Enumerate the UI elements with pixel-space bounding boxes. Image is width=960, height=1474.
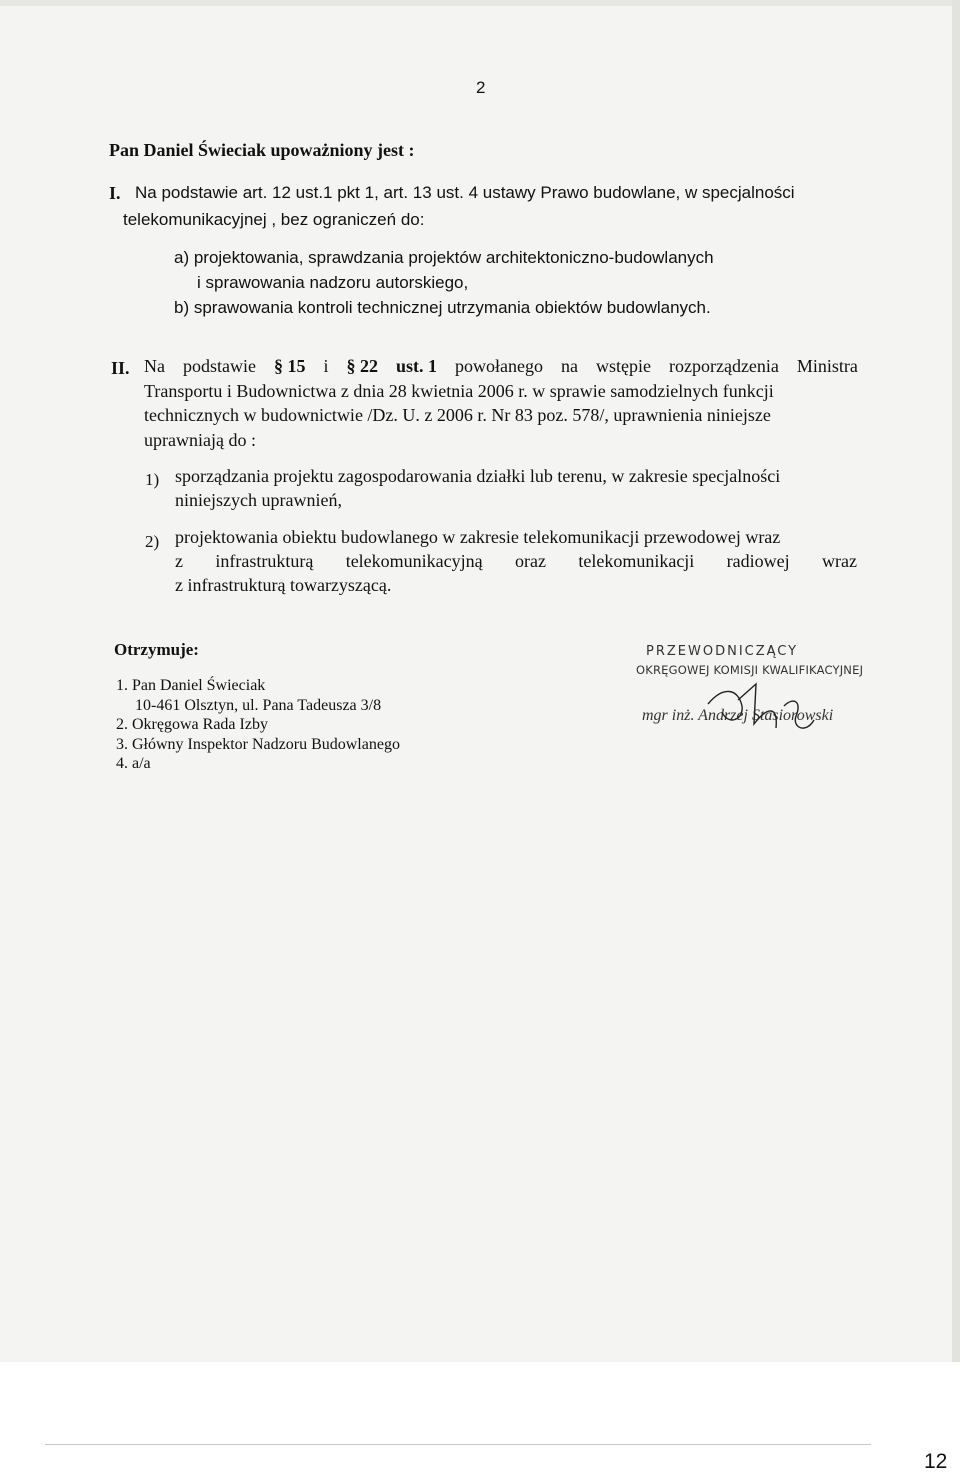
word: rozporządzenia	[668, 356, 779, 376]
word: oraz	[515, 551, 546, 571]
section-2-line-2: Transportu i Budownictwa z dnia 28 kwietnia 2006 r. w sprawie samodzielnych funkcji	[144, 381, 774, 401]
recipient-1-address: 10-461 Olsztyn, ul. Pana Tadeusza 3/8	[135, 697, 382, 714]
section-2-line-1	[144, 356, 858, 377]
section-2-item-1-line-2: niniejszych uprawnień,	[175, 490, 342, 510]
section-2-item-2-number: 2)	[145, 532, 160, 551]
document-heading: Pan Daniel Świeciak upoważniony jest :	[109, 140, 415, 160]
word: z	[175, 551, 183, 571]
stamp-subtitle: OKRĘGOWEJ KOMISJI KWALIFIKACYJNEJ	[636, 663, 864, 677]
word: telekomunikacji	[578, 551, 695, 571]
section-1-item-a-line-2: i sprawowania nadzoru autorskiego,	[197, 273, 469, 292]
section-2-item-1-line-1: sporządzania projektu zagospodarowania działki lub terenu, w zakresie specjalności	[175, 466, 781, 486]
section-2-item-2-line-3: z infrastrukturą towarzyszącą.	[175, 575, 392, 595]
recipient-1: 1. Pan Daniel Świeciak	[116, 677, 266, 694]
word: § 15	[273, 356, 306, 376]
word: Ministra	[796, 356, 858, 376]
section-1-numeral: I.	[109, 183, 121, 203]
word: powołanego	[455, 356, 543, 376]
section-2-line-3: technicznych w budownictwie /Dz. U. z 2006 r. Nr 83 poz. 578/, uprawnienia niniejsze	[144, 405, 771, 425]
section-2-item-2-line-2	[175, 551, 857, 572]
word: radiowej	[726, 551, 790, 571]
page-number-top: 2	[476, 78, 486, 97]
footer-page-number: 12	[924, 1450, 948, 1473]
word: i	[323, 356, 329, 376]
recipient-2: 2. Okręgowa Rada Izby	[116, 716, 268, 733]
footer-divider	[45, 1444, 871, 1445]
section-1-line-2: telekomunikacyjnej , bez ograniczeń do:	[123, 210, 425, 229]
word: Na	[144, 356, 165, 376]
word: wstępie	[596, 356, 651, 376]
stamp-title: PRZEWODNICZĄCY	[646, 644, 799, 659]
word: na	[561, 356, 578, 376]
word: telekomunikacyjną	[345, 551, 483, 571]
section-1-line-1: Na podstawie art. 12 ust.1 pkt 1, art. 13 ust. 4 ustawy Prawo budowlane, w specjalności	[135, 183, 795, 202]
recipients-title: Otrzymuje:	[114, 640, 199, 659]
recipient-4: 4. a/a	[116, 755, 151, 772]
section-2-item-2-line-1: projektowania obiektu budowlanego w zakresie telekomunikacji przewodowej wraz	[175, 527, 781, 547]
word: infrastrukturą	[215, 551, 314, 571]
scan-edge-right	[952, 0, 960, 1362]
word: § 22	[346, 356, 378, 376]
stamp-name: mgr inż. Andrzej Stasiorowski	[642, 707, 834, 724]
word: wraz	[822, 551, 857, 571]
section-2-numeral: II.	[111, 358, 130, 378]
section-2-line-4: uprawniają do :	[144, 430, 256, 450]
scan-edge-top	[0, 0, 960, 6]
section-1-item-a-line-1: a) projektowania, sprawdzania projektów architektoniczno-budowlanych	[174, 248, 714, 267]
recipient-3: 3. Główny Inspektor Nadzoru Budowlanego	[116, 736, 400, 753]
section-2-item-1-number: 1)	[145, 470, 160, 489]
section-1-item-b: b) sprawowania kontroli technicznej utrzymania obiektów budowlanych.	[174, 298, 711, 317]
word: ust. 1	[396, 356, 438, 376]
word: podstawie	[183, 356, 256, 376]
handwritten-signature	[698, 676, 818, 746]
